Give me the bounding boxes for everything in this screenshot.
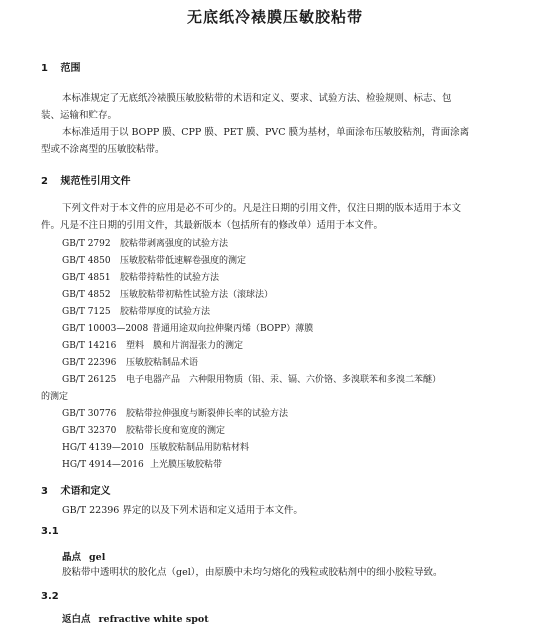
term-heading — [62, 611, 209, 625]
paragraph: 件。凡是不注日期的引用文件，其最新版本（包括所有的修改单）适用于本文件。 — [41, 220, 384, 231]
reference-title: 压敏胶粘带低速解卷强度的测定 — [120, 256, 247, 266]
reference-code: GB/T 2792 — [62, 239, 111, 249]
reference-code: GB/T 7125 — [62, 307, 111, 317]
reference-item — [62, 372, 441, 385]
section-number: 3 — [41, 486, 48, 497]
term-english: refractive white spot — [98, 614, 209, 625]
reference-item — [62, 253, 246, 266]
reference-title: 上光膜压敏胶粘带 — [150, 460, 223, 470]
reference-title: 胶粘带长度和宽度的测定 — [126, 426, 226, 436]
section-2-heading — [41, 172, 130, 187]
reference-title: 压敏胶粘带初粘性试验方法（滚球法） — [120, 290, 274, 300]
reference-item — [62, 270, 219, 283]
reference-code: GB/T 26125 — [62, 375, 117, 385]
reference-code: GB/T 14216 — [62, 341, 117, 351]
term-number: 3.1 — [41, 526, 59, 537]
reference-title: 胶粘带厚度的试验方法 — [120, 307, 211, 317]
term-definition: 胶粘带中透明状的胶化点（gel），由原膜中未均匀熔化的残粒或胶粘剂中的细小胶粒导致。 — [62, 567, 443, 578]
section-number: 1 — [41, 63, 48, 74]
reference-title: 电子电器产品 六种限用物质（铅、汞、镉、六价铬、多溴联苯和多溴二苯醚） — [126, 375, 442, 385]
reference-title: 压敏胶粘制品用防粘材料 — [150, 443, 250, 453]
reference-item — [62, 287, 273, 300]
section-3-heading — [41, 482, 110, 497]
term-chinese: 返白点 — [62, 614, 91, 625]
paragraph: GB/T 22396 界定的以及下列术语和定义适用于本文件。 — [62, 505, 303, 516]
paragraph: 本标准规定了无底纸冷裱膜压敏胶粘带的术语和定义、要求、试验方法、检验规则、标志、包 — [62, 93, 452, 104]
reference-item — [62, 457, 222, 470]
reference-code: GB/T 4852 — [62, 290, 111, 300]
reference-item — [62, 423, 225, 436]
reference-title: 胶粘带剥离强度的试验方法 — [120, 239, 229, 249]
paragraph: 装、运输和贮存。 — [41, 110, 118, 121]
document-title: 无底纸冷裱膜压敏胶粘带 — [186, 8, 363, 26]
reference-code: GB/T 4850 — [62, 256, 111, 266]
reference-item — [62, 440, 249, 453]
paragraph: 下列文件对于本文件的应用是必不可少的。凡是注日期的引用文件，仅注日期的版本适用于本文 — [62, 203, 462, 214]
reference-item — [62, 304, 210, 317]
section-title: 规范性引用文件 — [60, 176, 131, 187]
reference-title: 胶粘带持粘性的试验方法 — [120, 273, 220, 283]
reference-title: 塑料 膜和片润湿张力的测定 — [126, 341, 244, 351]
section-number: 2 — [41, 176, 48, 187]
reference-title: 压敏胶粘制品术语 — [126, 358, 199, 368]
term-english: gel — [89, 552, 106, 563]
reference-code: GB/T 22396 — [62, 358, 117, 368]
reference-code: GB/T 10003—2008 — [62, 324, 149, 334]
reference-title: 胶粘带拉伸强度与断裂伸长率的试验方法 — [126, 409, 289, 419]
reference-item — [62, 236, 228, 249]
reference-item — [62, 406, 288, 419]
reference-code: HG/T 4139—2010 — [62, 443, 144, 453]
reference-code: GB/T 4851 — [62, 273, 111, 283]
paragraph: 型或不涂离型的压敏胶粘带。 — [41, 144, 165, 155]
section-1-heading — [41, 59, 80, 74]
reference-item — [62, 338, 243, 351]
term-number: 3.2 — [41, 591, 59, 602]
paragraph: 本标准适用于以 BOPP 膜、CPP 膜、PET 膜、PVC 膜为基材，单面涂布压敏胶粘剂，背面涂离 — [62, 127, 470, 138]
reference-code: GB/T 30776 — [62, 409, 117, 419]
reference-item — [62, 321, 313, 334]
term-heading — [62, 549, 105, 563]
section-title: 术语和定义 — [60, 486, 111, 497]
section-title: 范围 — [60, 63, 81, 74]
term-chinese: 晶点 — [62, 552, 82, 563]
reference-continuation: 的测定 — [41, 392, 69, 402]
reference-item — [62, 355, 198, 368]
reference-code: HG/T 4914—2016 — [62, 460, 144, 470]
reference-code: GB/T 32370 — [62, 426, 117, 436]
reference-title: 普通用途双向拉伸聚丙烯（BOPP）薄膜 — [152, 324, 314, 334]
